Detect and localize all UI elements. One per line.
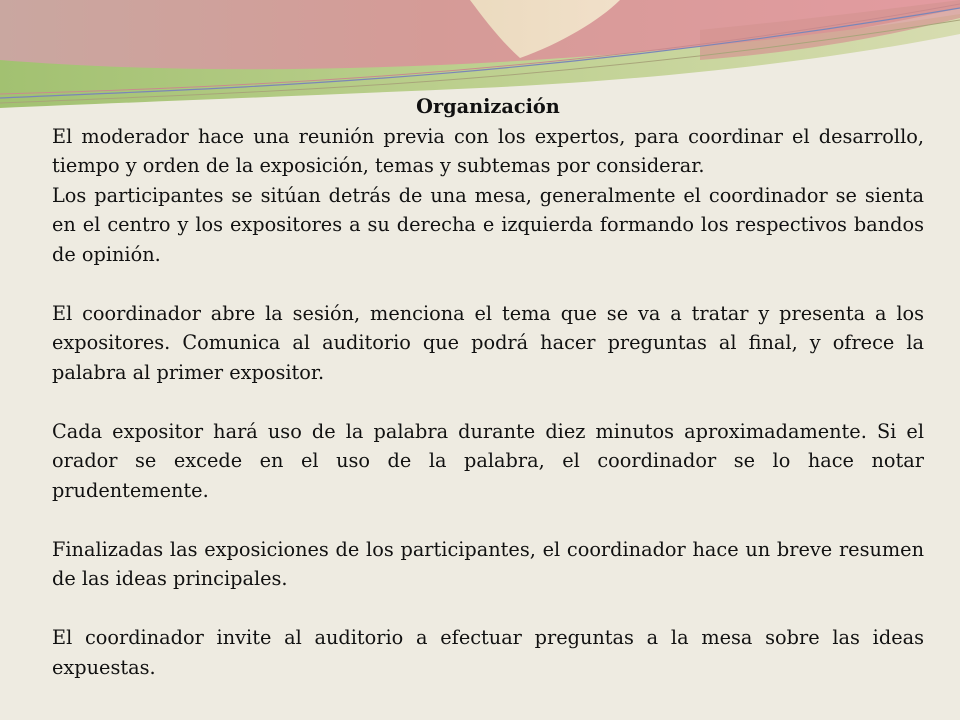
paragraph-preparation: El moderador hace una reunión previa con los expertos, para coordinar el desarrollo, tiempo y orden de la exposición, temas y subtemas por considerar.: [52, 124, 924, 177]
paragraph-spacer: [52, 387, 924, 417]
paragraph-seating: Los participantes se sitúan detrás de una mesa, generalmente el coordinador se sienta en el centro y los expositores a su derecha e izquierda formando los respectivos bandos de opinión.: [52, 183, 924, 266]
paragraph-spacer: [52, 269, 924, 299]
paragraph-opening: El coordinador abre la sesión, menciona el tema que se va a tratar y presenta a los expositores. Comunica al auditorio que podrá hacer preguntas al final, y ofrece la palabra al primer expositor.: [52, 301, 924, 384]
paragraph-speaking-time: Cada expositor hará uso de la palabra durante diez minutos aproximadamente. Si el orador se excede en el uso de la palabra, el coordinador se lo hace notar prudentemente.: [52, 419, 924, 502]
paragraph-summary: Finalizadas las exposiciones de los participantes, el coordinador hace un breve resumen de las ideas principales.: [52, 537, 924, 590]
paragraph-questions: El coordinador invite al auditorio a efectuar preguntas a la mesa sobre las ideas expuestas.: [52, 626, 924, 679]
slide-body: [52, 92, 924, 682]
paragraph-spacer: [52, 505, 924, 535]
paragraph-spacer: [52, 594, 924, 624]
slide-title: Organización: [416, 95, 560, 118]
